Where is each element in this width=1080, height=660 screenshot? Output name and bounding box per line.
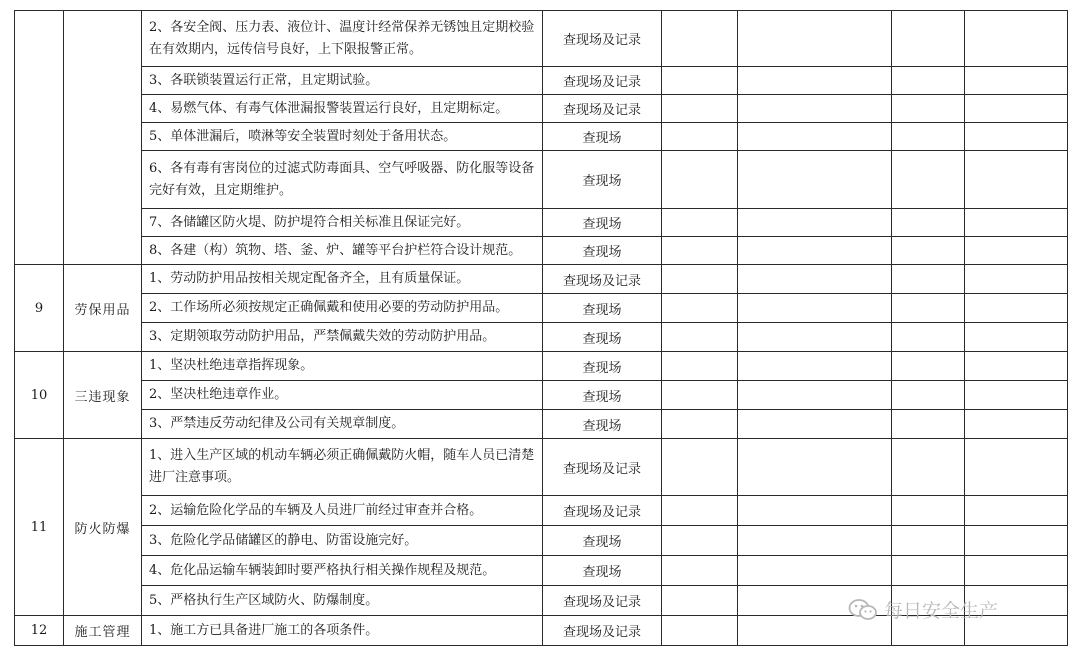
empty-cell bbox=[662, 616, 738, 646]
empty-cell bbox=[965, 209, 1068, 237]
empty-cell bbox=[738, 323, 892, 352]
row-number-cell: 9 bbox=[15, 265, 64, 352]
check-item: 3、定期领取劳动防护用品，严禁佩戴失效的劳动防护用品。 bbox=[142, 323, 543, 352]
empty-cell bbox=[892, 556, 965, 586]
empty-cell bbox=[892, 352, 965, 381]
empty-cell bbox=[965, 496, 1068, 526]
check-method: 查现场 bbox=[543, 209, 662, 237]
empty-cell bbox=[965, 237, 1068, 265]
empty-cell bbox=[892, 11, 965, 67]
check-item: 1、劳动防护用品按相关规定配备齐全，且有质量保证。 bbox=[142, 265, 543, 294]
check-method: 查现场 bbox=[543, 151, 662, 209]
empty-cell bbox=[738, 95, 892, 123]
empty-cell bbox=[662, 496, 738, 526]
check-method: 查现场及记录 bbox=[543, 95, 662, 123]
empty-cell bbox=[892, 323, 965, 352]
table-row bbox=[15, 11, 1068, 67]
table-row bbox=[15, 410, 1068, 439]
check-method: 查现场 bbox=[543, 323, 662, 352]
empty-cell bbox=[662, 410, 738, 439]
check-method: 查现场 bbox=[543, 294, 662, 323]
table-row bbox=[15, 496, 1068, 526]
check-item: 7、各储罐区防火堤、防护堤符合相关标准且保证完好。 bbox=[142, 209, 543, 237]
check-item: 3、危险化学品储罐区的静电、防雷设施完好。 bbox=[142, 526, 543, 556]
check-method: 查现场 bbox=[543, 381, 662, 410]
empty-cell bbox=[965, 95, 1068, 123]
watermark-text: 每日安全生产 bbox=[884, 600, 999, 622]
table-row bbox=[15, 265, 1068, 294]
empty-cell bbox=[662, 151, 738, 209]
empty-cell bbox=[662, 439, 738, 496]
empty-cell bbox=[738, 237, 892, 265]
empty-cell bbox=[965, 323, 1068, 352]
empty-cell bbox=[738, 352, 892, 381]
empty-cell bbox=[892, 67, 965, 95]
empty-cell bbox=[965, 381, 1068, 410]
empty-cell bbox=[738, 556, 892, 586]
empty-cell bbox=[662, 11, 738, 67]
empty-cell bbox=[892, 439, 965, 496]
check-method: 查现场及记录 bbox=[543, 616, 662, 646]
empty-cell bbox=[965, 123, 1068, 151]
empty-cell bbox=[892, 526, 965, 556]
table-row bbox=[15, 95, 1068, 123]
row-number-cell bbox=[15, 11, 64, 265]
empty-cell bbox=[738, 151, 892, 209]
empty-cell bbox=[738, 410, 892, 439]
check-method: 查现场及记录 bbox=[543, 496, 662, 526]
check-item: 5、严格执行生产区域防火、防爆制度。 bbox=[142, 586, 543, 616]
empty-cell bbox=[965, 352, 1068, 381]
check-item: 1、进入生产区域的机动车辆必须正确佩戴防火帽，随车人员已清楚进厂注意事项。 bbox=[142, 439, 543, 496]
check-item: 4、危化品运输车辆装卸时要严格执行相关操作规程及规范。 bbox=[142, 556, 543, 586]
empty-cell bbox=[662, 95, 738, 123]
check-item: 1、施工方已具备进厂施工的各项条件。 bbox=[142, 616, 543, 646]
check-method: 查现场及记录 bbox=[543, 11, 662, 67]
check-item: 8、各建（构）筑物、塔、釜、炉、罐等平台护栏符合设计规范。 bbox=[142, 237, 543, 265]
category-cell: 劳保用品 bbox=[64, 265, 142, 352]
row-number-cell: 10 bbox=[15, 352, 64, 439]
empty-cell bbox=[662, 209, 738, 237]
empty-cell bbox=[738, 209, 892, 237]
empty-cell bbox=[892, 381, 965, 410]
empty-cell bbox=[738, 381, 892, 410]
empty-cell bbox=[892, 209, 965, 237]
table-row bbox=[15, 67, 1068, 95]
table-row bbox=[15, 556, 1068, 586]
table-row bbox=[15, 237, 1068, 265]
empty-cell bbox=[738, 265, 892, 294]
check-item: 4、易燃气体、有毒气体泄漏报警装置运行良好，且定期标定。 bbox=[142, 95, 543, 123]
table-row bbox=[15, 526, 1068, 556]
check-method: 查现场及记录 bbox=[543, 586, 662, 616]
empty-cell bbox=[892, 237, 965, 265]
empty-cell bbox=[662, 526, 738, 556]
category-cell: 施工管理 bbox=[64, 616, 142, 646]
category-cell: 三违现象 bbox=[64, 352, 142, 439]
empty-cell bbox=[965, 410, 1068, 439]
empty-cell bbox=[662, 123, 738, 151]
empty-cell bbox=[965, 294, 1068, 323]
check-item: 2、坚决杜绝违章作业。 bbox=[142, 381, 543, 410]
check-item: 2、运输危险化学品的车辆及人员进厂前经过审查并合格。 bbox=[142, 496, 543, 526]
empty-cell bbox=[965, 151, 1068, 209]
check-method: 查现场 bbox=[543, 352, 662, 381]
check-method: 查现场 bbox=[543, 123, 662, 151]
inspection-table bbox=[14, 10, 1068, 646]
check-item: 2、各安全阀、压力表、液位计、温度计经常保养无锈蚀且定期校验在有效期内，远传信号良好，上下限报警正常。 bbox=[142, 11, 543, 67]
check-method: 查现场 bbox=[543, 526, 662, 556]
empty-cell bbox=[892, 294, 965, 323]
category-cell: 防火防爆 bbox=[64, 439, 142, 616]
empty-cell bbox=[662, 294, 738, 323]
check-item: 5、单体泄漏后，喷淋等安全装置时刻处于备用状态。 bbox=[142, 123, 543, 151]
empty-cell bbox=[965, 67, 1068, 95]
empty-cell bbox=[662, 556, 738, 586]
check-method: 查现场及记录 bbox=[543, 265, 662, 294]
check-item: 3、严禁违反劳动纪律及公司有关规章制度。 bbox=[142, 410, 543, 439]
table-row bbox=[15, 352, 1068, 381]
empty-cell bbox=[965, 556, 1068, 586]
table-row bbox=[15, 439, 1068, 496]
wechat-icon bbox=[848, 598, 878, 622]
empty-cell bbox=[662, 67, 738, 95]
empty-cell bbox=[738, 526, 892, 556]
check-item: 3、各联锁装置运行正常，且定期试验。 bbox=[142, 67, 543, 95]
empty-cell bbox=[965, 11, 1068, 67]
empty-cell bbox=[738, 439, 892, 496]
category-cell bbox=[64, 11, 142, 265]
row-number-cell: 12 bbox=[15, 616, 64, 646]
empty-cell bbox=[965, 439, 1068, 496]
empty-cell bbox=[965, 526, 1068, 556]
empty-cell bbox=[738, 67, 892, 95]
check-method: 查现场及记录 bbox=[543, 67, 662, 95]
check-method: 查现场及记录 bbox=[543, 439, 662, 496]
check-item: 6、各有毒有害岗位的过滤式防毒面具、空气呼吸器、防化服等设备完好有效，且定期维护。 bbox=[142, 151, 543, 209]
check-item: 2、工作场所必须按规定正确佩戴和使用必要的劳动防护用品。 bbox=[142, 294, 543, 323]
empty-cell bbox=[892, 151, 965, 209]
empty-cell bbox=[892, 95, 965, 123]
table-row bbox=[15, 209, 1068, 237]
empty-cell bbox=[965, 265, 1068, 294]
empty-cell bbox=[662, 586, 738, 616]
empty-cell bbox=[738, 11, 892, 67]
table-row bbox=[15, 123, 1068, 151]
table-row bbox=[15, 294, 1068, 323]
empty-cell bbox=[662, 352, 738, 381]
watermark bbox=[848, 596, 998, 623]
check-method: 查现场 bbox=[543, 556, 662, 586]
check-item: 1、坚决杜绝违章指挥现象。 bbox=[142, 352, 543, 381]
empty-cell bbox=[892, 496, 965, 526]
empty-cell bbox=[662, 323, 738, 352]
table-row bbox=[15, 381, 1068, 410]
table-row bbox=[15, 323, 1068, 352]
empty-cell bbox=[892, 123, 965, 151]
empty-cell bbox=[662, 265, 738, 294]
empty-cell bbox=[738, 496, 892, 526]
table-row bbox=[15, 151, 1068, 209]
check-method: 查现场 bbox=[543, 410, 662, 439]
empty-cell bbox=[662, 381, 738, 410]
empty-cell bbox=[738, 294, 892, 323]
empty-cell bbox=[892, 410, 965, 439]
empty-cell bbox=[662, 237, 738, 265]
empty-cell bbox=[738, 123, 892, 151]
empty-cell bbox=[892, 265, 965, 294]
check-method: 查现场 bbox=[543, 237, 662, 265]
row-number-cell: 11 bbox=[15, 439, 64, 616]
